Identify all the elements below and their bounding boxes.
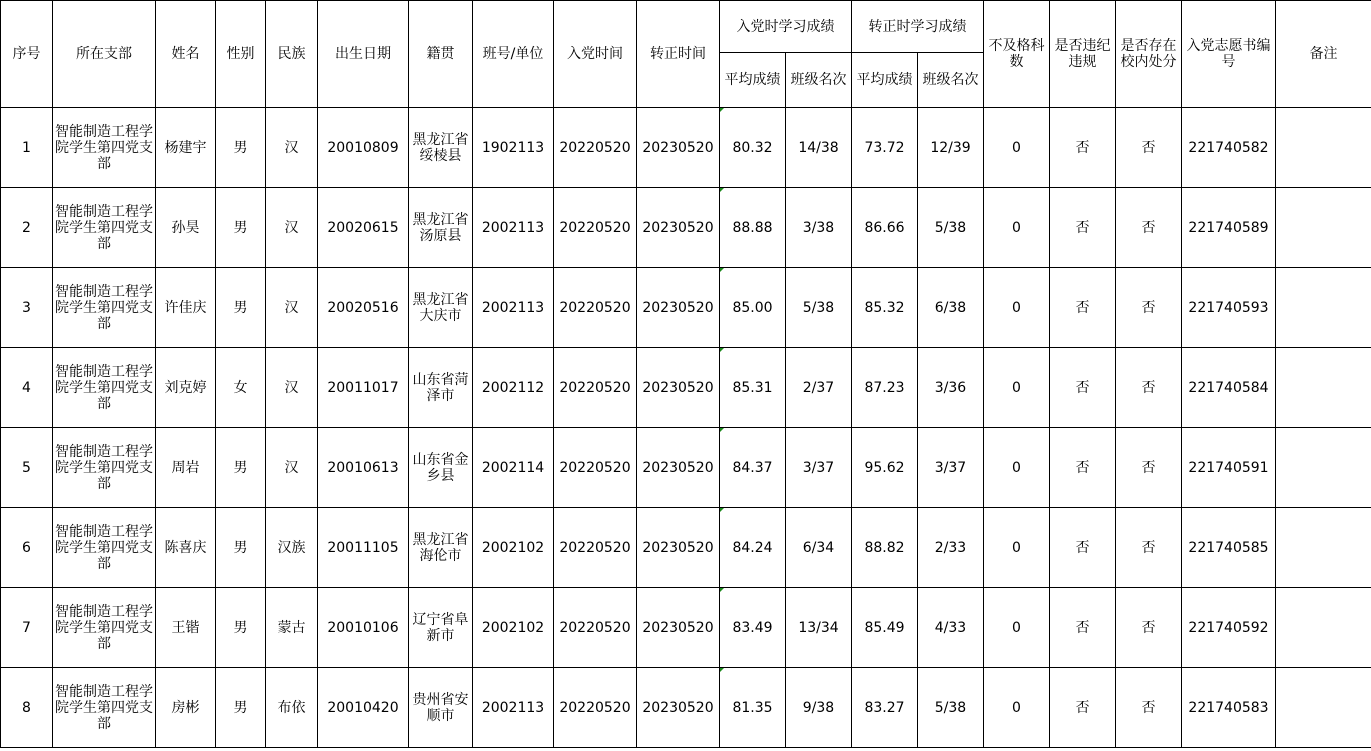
cell-seq: 3 bbox=[1, 268, 53, 348]
cell-name: 周岩 bbox=[156, 428, 216, 508]
cell-punishment: 否 bbox=[1116, 588, 1182, 668]
header-join-class-rank: 班级名次 bbox=[786, 53, 852, 108]
cell-join-class-rank: 9/38 bbox=[786, 668, 852, 748]
cell-origin: 黑龙江省海伦市 bbox=[409, 508, 473, 588]
cell-violation: 否 bbox=[1050, 348, 1116, 428]
cell-join-class-rank: 6/34 bbox=[786, 508, 852, 588]
header-name: 姓名 bbox=[156, 1, 216, 108]
cell-confirm-class-rank: 5/38 bbox=[918, 188, 984, 268]
cell-join-avg-score: 88.88 bbox=[720, 188, 786, 268]
cell-violation: 否 bbox=[1050, 108, 1116, 188]
cell-confirm-date: 20230520 bbox=[637, 508, 720, 588]
cell-confirm-avg-score: 85.32 bbox=[852, 268, 918, 348]
cell-fail-count: 0 bbox=[984, 668, 1050, 748]
table-row bbox=[1, 588, 1371, 668]
cell-application-no: 221740582 bbox=[1182, 108, 1276, 188]
cell-gender: 男 bbox=[216, 668, 266, 748]
cell-violation: 否 bbox=[1050, 268, 1116, 348]
cell-seq: 8 bbox=[1, 668, 53, 748]
cell-ethnicity: 汉 bbox=[266, 428, 318, 508]
header-join-date: 入党时间 bbox=[554, 1, 637, 108]
cell-punishment: 否 bbox=[1116, 108, 1182, 188]
cell-name: 房彬 bbox=[156, 668, 216, 748]
cell-remarks bbox=[1276, 268, 1371, 348]
cell-remarks bbox=[1276, 188, 1371, 268]
cell-name: 许佳庆 bbox=[156, 268, 216, 348]
cell-confirm-avg-score: 86.66 bbox=[852, 188, 918, 268]
cell-confirm-avg-score: 95.62 bbox=[852, 428, 918, 508]
cell-application-no: 221740589 bbox=[1182, 188, 1276, 268]
cell-confirm-class-rank: 5/38 bbox=[918, 668, 984, 748]
cell-birth-date: 20020615 bbox=[318, 188, 409, 268]
cell-seq: 7 bbox=[1, 588, 53, 668]
cell-join-class-rank: 3/37 bbox=[786, 428, 852, 508]
header-punishment: 是否存在校内处分 bbox=[1116, 1, 1182, 108]
cell-class-unit: 1902113 bbox=[473, 108, 554, 188]
cell-confirm-class-rank: 3/36 bbox=[918, 348, 984, 428]
header-join-avg-score: 平均成绩 bbox=[720, 53, 786, 108]
cell-join-date: 20220520 bbox=[554, 428, 637, 508]
cell-fail-count: 0 bbox=[984, 508, 1050, 588]
cell-branch: 智能制造工程学院学生第四党支部 bbox=[53, 588, 156, 668]
cell-ethnicity: 蒙古 bbox=[266, 588, 318, 668]
cell-join-date: 20220520 bbox=[554, 108, 637, 188]
cell-fail-count: 0 bbox=[984, 428, 1050, 508]
cell-join-date: 20220520 bbox=[554, 268, 637, 348]
cell-origin: 黑龙江省汤原县 bbox=[409, 188, 473, 268]
cell-birth-date: 20010809 bbox=[318, 108, 409, 188]
cell-seq: 6 bbox=[1, 508, 53, 588]
cell-violation: 否 bbox=[1050, 428, 1116, 508]
cell-join-class-rank: 2/37 bbox=[786, 348, 852, 428]
cell-gender: 男 bbox=[216, 508, 266, 588]
cell-seq: 5 bbox=[1, 428, 53, 508]
header-confirm-date: 转正时间 bbox=[637, 1, 720, 108]
cell-ethnicity: 布依 bbox=[266, 668, 318, 748]
cell-seq: 4 bbox=[1, 348, 53, 428]
cell-join-date: 20220520 bbox=[554, 188, 637, 268]
cell-confirm-date: 20230520 bbox=[637, 428, 720, 508]
cell-fail-count: 0 bbox=[984, 268, 1050, 348]
cell-violation: 否 bbox=[1050, 188, 1116, 268]
cell-punishment: 否 bbox=[1116, 188, 1182, 268]
cell-join-class-rank: 3/38 bbox=[786, 188, 852, 268]
cell-join-avg-score: 85.31 bbox=[720, 348, 786, 428]
cell-ethnicity: 汉 bbox=[266, 108, 318, 188]
table-header bbox=[1, 1, 1371, 108]
cell-seq: 1 bbox=[1, 108, 53, 188]
cell-application-no: 221740591 bbox=[1182, 428, 1276, 508]
cell-punishment: 否 bbox=[1116, 348, 1182, 428]
cell-ethnicity: 汉 bbox=[266, 188, 318, 268]
cell-join-avg-score: 84.37 bbox=[720, 428, 786, 508]
cell-remarks bbox=[1276, 108, 1371, 188]
header-gender: 性别 bbox=[216, 1, 266, 108]
cell-branch: 智能制造工程学院学生第四党支部 bbox=[53, 508, 156, 588]
cell-branch: 智能制造工程学院学生第四党支部 bbox=[53, 108, 156, 188]
header-class-unit: 班号/单位 bbox=[473, 1, 554, 108]
header-application-no: 入党志愿书编号 bbox=[1182, 1, 1276, 108]
cell-punishment: 否 bbox=[1116, 508, 1182, 588]
header-join-grades: 入党时学习成绩 bbox=[720, 1, 852, 53]
cell-join-date: 20220520 bbox=[554, 348, 637, 428]
cell-join-avg-score: 85.00 bbox=[720, 268, 786, 348]
cell-join-avg-score: 81.35 bbox=[720, 668, 786, 748]
cell-application-no: 221740592 bbox=[1182, 588, 1276, 668]
cell-name: 刘克婷 bbox=[156, 348, 216, 428]
cell-violation: 否 bbox=[1050, 508, 1116, 588]
cell-origin: 山东省金乡县 bbox=[409, 428, 473, 508]
header-remarks: 备注 bbox=[1276, 1, 1371, 108]
header-ethnicity: 民族 bbox=[266, 1, 318, 108]
cell-confirm-avg-score: 87.23 bbox=[852, 348, 918, 428]
cell-join-class-rank: 5/38 bbox=[786, 268, 852, 348]
table-row bbox=[1, 108, 1371, 188]
table-row bbox=[1, 508, 1371, 588]
cell-birth-date: 20011105 bbox=[318, 508, 409, 588]
cell-class-unit: 2002102 bbox=[473, 508, 554, 588]
cell-gender: 男 bbox=[216, 588, 266, 668]
cell-gender: 男 bbox=[216, 188, 266, 268]
header-confirm-grades: 转正时学习成绩 bbox=[852, 1, 984, 53]
cell-confirm-avg-score: 88.82 bbox=[852, 508, 918, 588]
cell-class-unit: 2002102 bbox=[473, 588, 554, 668]
cell-confirm-avg-score: 73.72 bbox=[852, 108, 918, 188]
cell-origin: 黑龙江省绥棱县 bbox=[409, 108, 473, 188]
cell-application-no: 221740585 bbox=[1182, 508, 1276, 588]
cell-violation: 否 bbox=[1050, 668, 1116, 748]
cell-fail-count: 0 bbox=[984, 348, 1050, 428]
cell-origin: 山东省菏泽市 bbox=[409, 348, 473, 428]
cell-origin: 黑龙江省大庆市 bbox=[409, 268, 473, 348]
cell-birth-date: 20010106 bbox=[318, 588, 409, 668]
cell-application-no: 221740593 bbox=[1182, 268, 1276, 348]
cell-join-avg-score: 83.49 bbox=[720, 588, 786, 668]
cell-confirm-date: 20230520 bbox=[637, 268, 720, 348]
cell-join-class-rank: 14/38 bbox=[786, 108, 852, 188]
table-row bbox=[1, 428, 1371, 508]
cell-confirm-avg-score: 83.27 bbox=[852, 668, 918, 748]
cell-join-date: 20220520 bbox=[554, 508, 637, 588]
cell-branch: 智能制造工程学院学生第四党支部 bbox=[53, 428, 156, 508]
cell-join-date: 20220520 bbox=[554, 668, 637, 748]
cell-branch: 智能制造工程学院学生第四党支部 bbox=[53, 188, 156, 268]
cell-confirm-class-rank: 4/33 bbox=[918, 588, 984, 668]
cell-confirm-class-rank: 3/37 bbox=[918, 428, 984, 508]
cell-confirm-date: 20230520 bbox=[637, 588, 720, 668]
cell-birth-date: 20020516 bbox=[318, 268, 409, 348]
cell-join-class-rank: 13/34 bbox=[786, 588, 852, 668]
cell-confirm-date: 20230520 bbox=[637, 668, 720, 748]
cell-gender: 女 bbox=[216, 348, 266, 428]
cell-remarks bbox=[1276, 668, 1371, 748]
cell-confirm-class-rank: 6/38 bbox=[918, 268, 984, 348]
cell-branch: 智能制造工程学院学生第四党支部 bbox=[53, 668, 156, 748]
cell-birth-date: 20010613 bbox=[318, 428, 409, 508]
cell-ethnicity: 汉族 bbox=[266, 508, 318, 588]
cell-remarks bbox=[1276, 588, 1371, 668]
cell-class-unit: 2002112 bbox=[473, 348, 554, 428]
header-violation: 是否违纪违规 bbox=[1050, 1, 1116, 108]
cell-name: 孙昊 bbox=[156, 188, 216, 268]
cell-class-unit: 2002113 bbox=[473, 268, 554, 348]
cell-branch: 智能制造工程学院学生第四党支部 bbox=[53, 268, 156, 348]
cell-class-unit: 2002113 bbox=[473, 188, 554, 268]
cell-name: 杨建宇 bbox=[156, 108, 216, 188]
cell-confirm-date: 20230520 bbox=[637, 108, 720, 188]
cell-name: 陈喜庆 bbox=[156, 508, 216, 588]
cell-seq: 2 bbox=[1, 188, 53, 268]
table-row bbox=[1, 188, 1371, 268]
cell-birth-date: 20010420 bbox=[318, 668, 409, 748]
cell-join-avg-score: 80.32 bbox=[720, 108, 786, 188]
cell-name: 王锴 bbox=[156, 588, 216, 668]
cell-confirm-date: 20230520 bbox=[637, 188, 720, 268]
header-seq: 序号 bbox=[1, 1, 53, 108]
cell-punishment: 否 bbox=[1116, 268, 1182, 348]
cell-join-avg-score: 84.24 bbox=[720, 508, 786, 588]
cell-gender: 男 bbox=[216, 428, 266, 508]
cell-confirm-class-rank: 2/33 bbox=[918, 508, 984, 588]
table-row bbox=[1, 348, 1371, 428]
cell-birth-date: 20011017 bbox=[318, 348, 409, 428]
cell-punishment: 否 bbox=[1116, 428, 1182, 508]
table-row bbox=[1, 268, 1371, 348]
header-origin: 籍贯 bbox=[409, 1, 473, 108]
cell-fail-count: 0 bbox=[984, 108, 1050, 188]
header-confirm-avg-score: 平均成绩 bbox=[852, 53, 918, 108]
cell-confirm-avg-score: 85.49 bbox=[852, 588, 918, 668]
header-fail-count: 不及格科数 bbox=[984, 1, 1050, 108]
cell-remarks bbox=[1276, 428, 1371, 508]
cell-class-unit: 2002113 bbox=[473, 668, 554, 748]
header-branch: 所在支部 bbox=[53, 1, 156, 108]
cell-application-no: 221740583 bbox=[1182, 668, 1276, 748]
cell-ethnicity: 汉 bbox=[266, 348, 318, 428]
cell-gender: 男 bbox=[216, 268, 266, 348]
cell-join-date: 20220520 bbox=[554, 588, 637, 668]
cell-remarks bbox=[1276, 348, 1371, 428]
cell-origin: 贵州省安顺市 bbox=[409, 668, 473, 748]
cell-ethnicity: 汉 bbox=[266, 268, 318, 348]
cell-branch: 智能制造工程学院学生第四党支部 bbox=[53, 348, 156, 428]
cell-confirm-date: 20230520 bbox=[637, 348, 720, 428]
table-row bbox=[1, 668, 1371, 748]
cell-violation: 否 bbox=[1050, 588, 1116, 668]
header-birth-date: 出生日期 bbox=[318, 1, 409, 108]
cell-remarks bbox=[1276, 508, 1371, 588]
cell-class-unit: 2002114 bbox=[473, 428, 554, 508]
cell-gender: 男 bbox=[216, 108, 266, 188]
cell-fail-count: 0 bbox=[984, 188, 1050, 268]
cell-punishment: 否 bbox=[1116, 668, 1182, 748]
cell-fail-count: 0 bbox=[984, 588, 1050, 668]
cell-application-no: 221740584 bbox=[1182, 348, 1276, 428]
table-body bbox=[1, 108, 1371, 748]
cell-origin: 辽宁省阜新市 bbox=[409, 588, 473, 668]
header-confirm-class-rank: 班级名次 bbox=[918, 53, 984, 108]
cell-confirm-class-rank: 12/39 bbox=[918, 108, 984, 188]
